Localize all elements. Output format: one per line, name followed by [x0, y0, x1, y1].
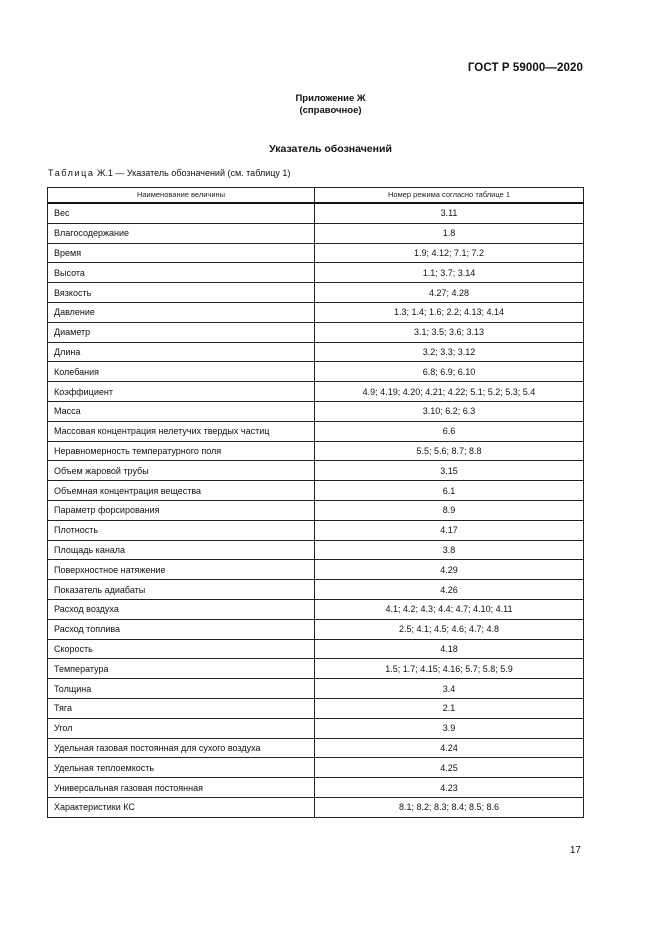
mode-number-cell: 5.5; 5.6; 8.7; 8.8 [315, 441, 584, 461]
mode-number-cell: 4.25 [315, 758, 584, 778]
table-row [48, 560, 584, 580]
quantity-name-cell: Расход топлива [48, 619, 315, 639]
mode-number-cell: 3.9 [315, 718, 584, 738]
table-caption-prefix: Таблица [48, 168, 95, 178]
mode-number-cell: 4.24 [315, 738, 584, 758]
mode-number-cell: 3.8 [315, 540, 584, 560]
table-row [48, 461, 584, 481]
quantity-name-cell: Тяга [48, 698, 315, 718]
table-row [48, 203, 584, 223]
mode-number-cell: 3.10; 6.2; 6.3 [315, 401, 584, 421]
table-row [48, 797, 584, 817]
column-header-mode-number: Номер режима согласно таблице 1 [315, 188, 584, 204]
mode-number-cell: 6.6 [315, 421, 584, 441]
appendix-note: (справочное) [299, 105, 362, 116]
mode-number-cell: 4.17 [315, 520, 584, 540]
mode-number-cell: 4.27; 4.28 [315, 283, 584, 303]
quantity-name-cell: Характеристики КС [48, 797, 315, 817]
quantity-name-cell: Неравномерность температурного поля [48, 441, 315, 461]
table-row [48, 382, 584, 402]
mode-number-cell: 3.11 [315, 203, 584, 223]
mode-number-cell: 2.1 [315, 698, 584, 718]
table-header-row [48, 188, 584, 204]
quantity-name-cell: Высота [48, 263, 315, 283]
mode-number-cell: 1.9; 4.12; 7.1; 7.2 [315, 243, 584, 263]
mode-number-cell: 4.18 [315, 639, 584, 659]
mode-number-cell: 1.8 [315, 223, 584, 243]
mode-number-cell: 6.8; 6.9; 6.10 [315, 362, 584, 382]
page-number: 17 [569, 845, 581, 856]
quantity-name-cell: Температура [48, 659, 315, 679]
mode-number-cell: 4.26 [315, 580, 584, 600]
appendix-title: Приложение Ж [295, 93, 366, 104]
table-row [48, 698, 584, 718]
mode-number-cell: 1.1; 3.7; 3.14 [315, 263, 584, 283]
mode-number-cell: 4.1; 4.2; 4.3; 4.4; 4.7; 4.10; 4.11 [315, 599, 584, 619]
index-title: Указатель обозначений [269, 143, 392, 155]
quantity-name-cell: Объемная концентрация вещества [48, 481, 315, 501]
table-row [48, 243, 584, 263]
mode-number-cell: 4.29 [315, 560, 584, 580]
appendix-heading [0, 93, 661, 117]
mode-number-cell: 8.9 [315, 500, 584, 520]
table-row [48, 500, 584, 520]
mode-number-cell: 1.3; 1.4; 1.6; 2.2; 4.13; 4.14 [315, 302, 584, 322]
quantity-name-cell: Скорость [48, 639, 315, 659]
table-row [48, 401, 584, 421]
quantity-name-cell: Объем жаровой трубы [48, 461, 315, 481]
table-row [48, 342, 584, 362]
quantity-name-cell: Диаметр [48, 322, 315, 342]
quantity-name-cell: Параметр форсирования [48, 500, 315, 520]
mode-number-cell: 3.4 [315, 679, 584, 699]
quantity-name-cell: Коэффициент [48, 382, 315, 402]
mode-number-cell: 3.2; 3.3; 3.12 [315, 342, 584, 362]
quantity-name-cell: Вес [48, 203, 315, 223]
table-row [48, 362, 584, 382]
mode-number-cell: 3.1; 3.5; 3.6; 3.13 [315, 322, 584, 342]
quantity-name-cell: Удельная газовая постоянная для сухого воздуха [48, 738, 315, 758]
quantity-name-cell: Площадь канала [48, 540, 315, 560]
quantity-name-cell: Давление [48, 302, 315, 322]
table-row [48, 778, 584, 798]
designations-table [47, 187, 584, 818]
quantity-name-cell: Плотность [48, 520, 315, 540]
table-row [48, 718, 584, 738]
quantity-name-cell: Вязкость [48, 283, 315, 303]
table-row [48, 263, 584, 283]
table-row [48, 520, 584, 540]
table-row [48, 441, 584, 461]
table-row [48, 283, 584, 303]
quantity-name-cell: Поверхностное натяжение [48, 560, 315, 580]
quantity-name-cell: Угол [48, 718, 315, 738]
quantity-name-cell: Время [48, 243, 315, 263]
table-row [48, 659, 584, 679]
table-row [48, 639, 584, 659]
table-caption [48, 168, 290, 178]
quantity-name-cell: Колебания [48, 362, 315, 382]
quantity-name-cell: Влагосодержание [48, 223, 315, 243]
quantity-name-cell: Масса [48, 401, 315, 421]
table-caption-text: Ж.1 — Указатель обозначений (см. таблицу 1) [97, 168, 291, 178]
quantity-name-cell: Толщина [48, 679, 315, 699]
column-header-quantity: Наименование величины [48, 188, 315, 204]
table-row [48, 421, 584, 441]
table-row [48, 302, 584, 322]
quantity-name-cell: Длина [48, 342, 315, 362]
mode-number-cell: 3.15 [315, 461, 584, 481]
mode-number-cell: 8.1; 8.2; 8.3; 8.4; 8.5; 8.6 [315, 797, 584, 817]
quantity-name-cell: Показатель адиабаты [48, 580, 315, 600]
mode-number-cell: 4.9; 4.19; 4.20; 4.21; 4.22; 5.1; 5.2; 5.3; 5.4 [315, 382, 584, 402]
quantity-name-cell: Массовая концентрация нелетучих твердых частиц [48, 421, 315, 441]
quantity-name-cell: Расход воздуха [48, 599, 315, 619]
table-row [48, 738, 584, 758]
mode-number-cell: 4.23 [315, 778, 584, 798]
table-row [48, 580, 584, 600]
document-code: ГОСТ Р 59000—2020 [467, 62, 583, 74]
table-row [48, 599, 584, 619]
table-row [48, 481, 584, 501]
mode-number-cell: 1.5; 1.7; 4.15; 4.16; 5.7; 5.8; 5.9 [315, 659, 584, 679]
table-row [48, 322, 584, 342]
mode-number-cell: 6.1 [315, 481, 584, 501]
table-row [48, 619, 584, 639]
table-row [48, 679, 584, 699]
table-row [48, 223, 584, 243]
mode-number-cell: 2.5; 4.1; 4.5; 4.6; 4.7; 4.8 [315, 619, 584, 639]
quantity-name-cell: Удельная теплоемкость [48, 758, 315, 778]
table-row [48, 540, 584, 560]
table-row [48, 758, 584, 778]
quantity-name-cell: Универсальная газовая постоянная [48, 778, 315, 798]
